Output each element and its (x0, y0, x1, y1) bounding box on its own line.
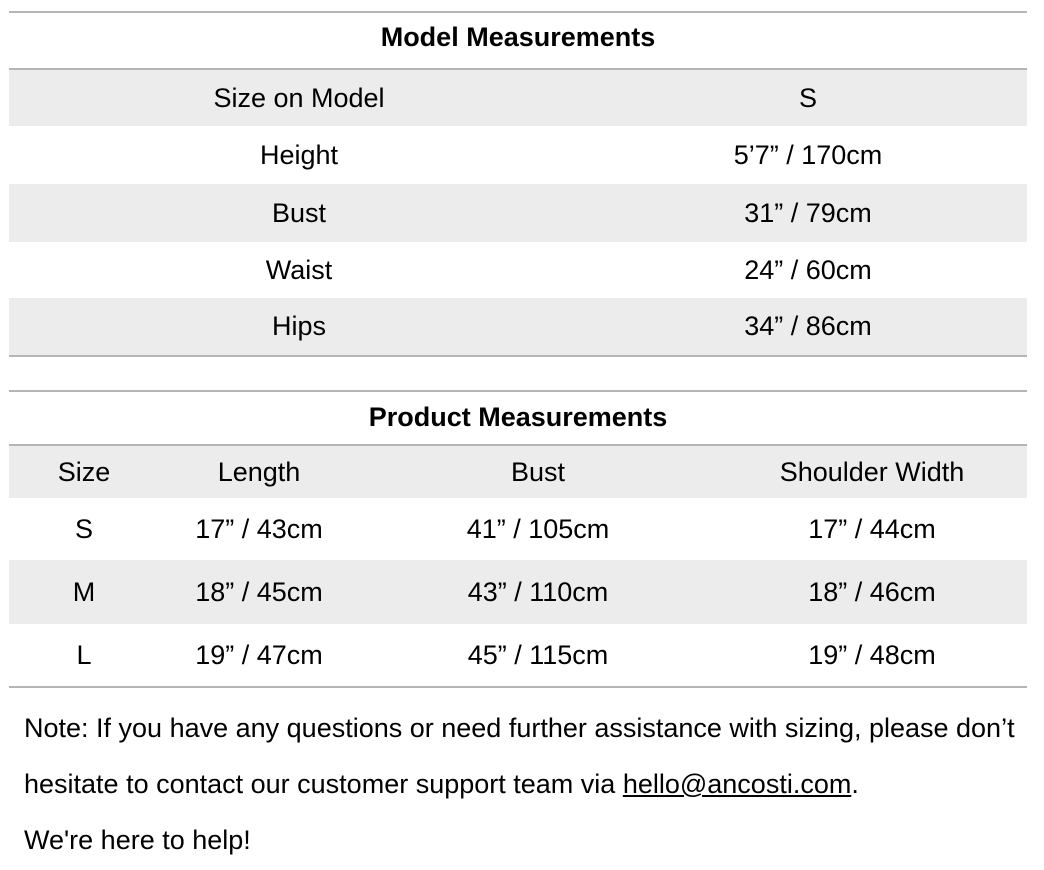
column-header: Size (57, 456, 111, 487)
column-header: Shoulder Width (779, 456, 965, 487)
bust-cell: 43” / 110cm (467, 576, 609, 607)
note-closing: We're here to help! (24, 825, 251, 855)
size-cell: M (72, 576, 96, 607)
row-label: Hips (271, 311, 326, 341)
table-row (9, 184, 1027, 242)
bust-cell: 41” / 105cm (466, 513, 610, 544)
row-value: 24” / 60cm (744, 254, 872, 285)
shoulder-width-cell: 19” / 48cm (808, 639, 936, 670)
row-value: 34” / 86cm (744, 311, 872, 341)
note-text: Note: If you have any questions or need further assistance with sizing, please don’t hesitate to contact our customer support team via (24, 713, 1015, 799)
length-cell: 17” / 43cm (195, 513, 323, 544)
row-label: Height (259, 139, 339, 170)
table-row (9, 70, 1027, 126)
table-row (9, 298, 1027, 355)
model-measurements-table (9, 0, 1027, 360)
length-cell: 19” / 47cm (195, 639, 323, 670)
top-rule (9, 11, 1027, 13)
table-row (9, 624, 1027, 686)
length-cell: 18” / 45cm (195, 576, 323, 607)
model-table-title: Model Measurements (380, 22, 656, 52)
size-cell: S (74, 513, 93, 544)
row-value: 31” / 79cm (744, 197, 872, 228)
column-header: Length (217, 456, 301, 487)
top-rule (9, 390, 1027, 392)
row-label: Size on Model (213, 82, 385, 113)
table-row (9, 242, 1027, 298)
table-header-row (9, 446, 1027, 498)
bottom-rule (9, 686, 1027, 688)
table-row (9, 498, 1027, 560)
row-label: Waist (265, 254, 333, 285)
product-table-title: Product Measurements (368, 402, 668, 432)
bottom-rule (9, 355, 1027, 357)
bust-cell: 45” / 115cm (467, 639, 609, 670)
note-period: . (851, 769, 859, 799)
row-value: 5’7” / 170cm (733, 139, 883, 170)
shoulder-width-cell: 18” / 46cm (808, 576, 936, 607)
shoulder-width-cell: 17” / 44cm (808, 513, 936, 544)
product-measurements-table (9, 390, 1027, 690)
table-row (9, 560, 1027, 624)
column-header: Bust (510, 456, 566, 487)
row-label: Bust (271, 197, 327, 228)
sizing-note (24, 700, 1034, 868)
support-email-link[interactable]: hello@ancosti.com (622, 769, 852, 799)
row-value: S (798, 82, 817, 113)
size-cell: L (76, 639, 92, 670)
table-row (9, 126, 1027, 184)
